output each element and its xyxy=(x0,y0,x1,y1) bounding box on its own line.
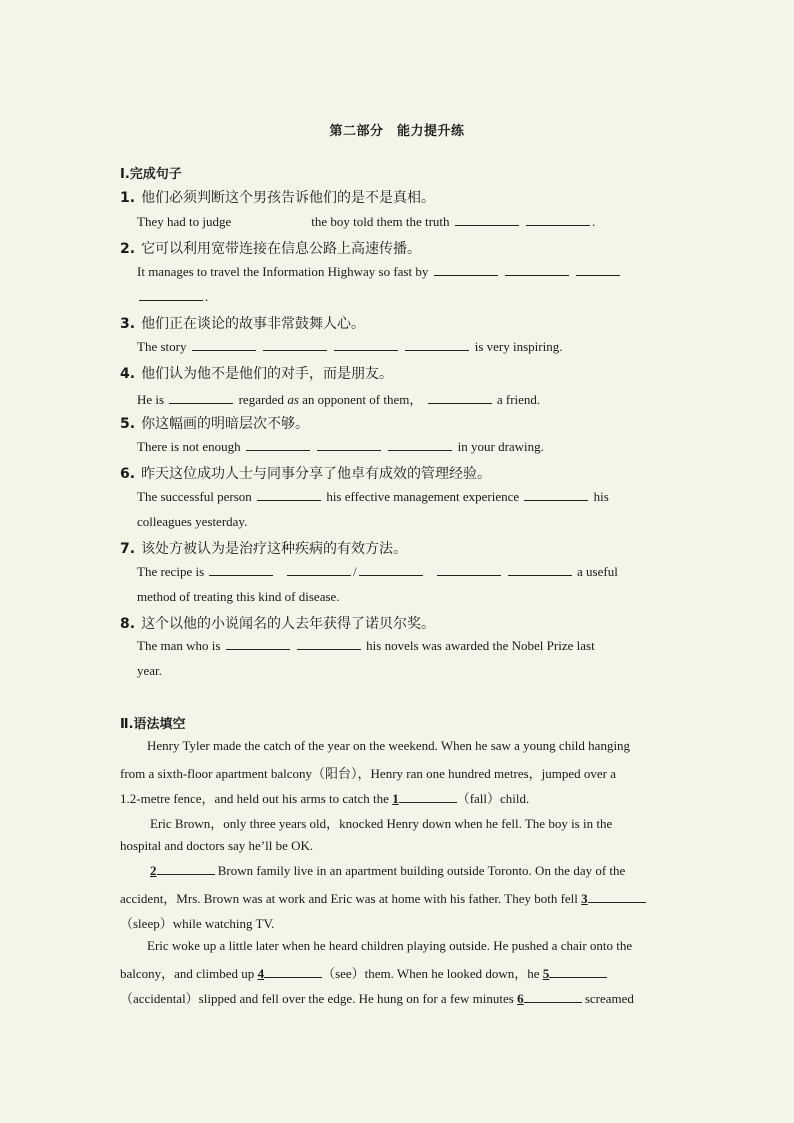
question-3-chinese: 3. 他们正在谈论的故事非常鼓舞人心。 xyxy=(120,316,366,332)
section-heading-sentence-completion: Ⅰ.完成句子 xyxy=(120,167,182,182)
answer-blank[interactable] xyxy=(192,339,256,351)
question-8-english: The man who is his novels was awarded the Nobel Prize last xyxy=(137,638,595,653)
passage-line: hospital and doctors say he’ll be OK. xyxy=(120,838,314,853)
blank-number: 1 xyxy=(392,791,399,806)
blank-number: 2 xyxy=(150,863,157,878)
question-4-english: He is regarded as an opponent of them， a friend. xyxy=(137,392,541,407)
answer-blank[interactable] xyxy=(264,966,322,978)
answer-blank[interactable] xyxy=(169,392,233,404)
answer-blank[interactable] xyxy=(209,564,273,576)
answer-blank[interactable] xyxy=(576,264,620,276)
section-heading-grammar-fill: Ⅱ.语法填空 xyxy=(120,717,186,732)
blank-number: 3 xyxy=(581,891,588,906)
question-2-chinese: 2. 它可以利用宽带连接在信息公路上高速传播。 xyxy=(120,241,422,257)
answer-blank[interactable] xyxy=(287,564,351,576)
answer-blank[interactable] xyxy=(388,439,452,451)
blank-number: 4 xyxy=(257,966,265,981)
answer-blank[interactable] xyxy=(226,638,290,650)
passage-line: balcony，and climbed up 4 （see）them. When he looked down，he 5 xyxy=(120,963,680,982)
answer-blank[interactable] xyxy=(139,289,203,301)
passage-line: （sleep）while watching TV. xyxy=(120,916,275,931)
passage-line: accident，Mrs. Brown was at work and Eric was at home with his father. They both fell 3 xyxy=(120,888,680,907)
answer-blank[interactable] xyxy=(455,214,519,226)
answer-blank[interactable] xyxy=(246,439,310,451)
answer-blank[interactable] xyxy=(524,489,588,501)
question-7-english-cont: method of treating this kind of disease. xyxy=(137,589,340,604)
answer-blank[interactable] xyxy=(263,339,327,351)
question-2-english-cont: . xyxy=(137,289,680,305)
question-1-english: They had to judge the boy told them the truth . xyxy=(137,214,596,229)
question-2-english: It manages to travel the Information Highway so fast by xyxy=(137,264,680,280)
answer-blank[interactable] xyxy=(399,791,457,803)
passage-line: （accidental）slipped and fell over the edge. He hung on for a few minutes 6 screamed xyxy=(120,991,634,1006)
question-1-chinese: 1. 他们必须判断这个男孩告诉他们的是不是真相。 xyxy=(120,190,436,206)
question-6-chinese: 6. 昨天这位成功人士与同事分享了他卓有成效的管理经验。 xyxy=(120,466,492,482)
answer-blank[interactable] xyxy=(297,638,361,650)
blank-number: 5 xyxy=(542,966,550,981)
answer-blank[interactable] xyxy=(526,214,590,226)
question-8-chinese: 8. 这个以他的小说闻名的人去年获得了诺贝尔奖。 xyxy=(120,616,436,632)
question-7-chinese: 7. 该处方被认为是治疗这种疾病的有效方法。 xyxy=(120,541,408,557)
answer-blank[interactable] xyxy=(437,564,501,576)
answer-blank[interactable] xyxy=(434,264,498,276)
question-7-english: The recipe is / a useful xyxy=(137,564,618,579)
passage-line: Henry Tyler made the catch of the year on the weekend. When he saw a young child hanging xyxy=(147,738,631,753)
passage-line: 1.2-metre fence，and held out his arms to catch the 1 （fall）child. xyxy=(120,791,530,806)
answer-blank[interactable] xyxy=(405,339,469,351)
answer-blank[interactable] xyxy=(524,991,582,1003)
answer-blank[interactable] xyxy=(428,392,492,404)
answer-blank[interactable] xyxy=(334,339,398,351)
answer-blank[interactable] xyxy=(317,439,381,451)
question-5-chinese: 5. 你这幅画的明暗层次不够。 xyxy=(120,416,310,432)
answer-blank[interactable] xyxy=(508,564,572,576)
answer-blank[interactable] xyxy=(157,863,215,875)
answer-blank[interactable] xyxy=(257,489,321,501)
page-title: 第二部分 能力提升练 xyxy=(329,124,465,139)
passage-line: from a sixth-floor apartment balcony（阳台），Henry ran one hundred metres，jumped over a xyxy=(120,766,617,781)
answer-blank[interactable] xyxy=(505,264,569,276)
question-4-chinese: 4. 他们认为他不是他们的对手，而是朋友。 xyxy=(120,366,394,382)
question-3-english: The story is very inspiring. xyxy=(137,339,563,354)
blank-number: 6 xyxy=(517,991,524,1006)
answer-blank[interactable] xyxy=(359,564,423,576)
question-5-english: There is not enough in your drawing. xyxy=(137,439,544,454)
passage-line: Eric woke up a little later when he heard children playing outside. He pushed a chair onto the xyxy=(147,938,633,953)
passage-line: 2 Brown family live in an apartment building outside Toronto. On the day of the xyxy=(150,863,626,878)
question-6-english-cont: colleagues yesterday. xyxy=(137,514,248,529)
question-6-english: The successful person his effective management experience his xyxy=(137,489,609,504)
passage-line: Eric Brown，only three years old，knocked Henry down when he fell. The boy is in the xyxy=(150,816,613,831)
answer-blank[interactable] xyxy=(549,966,607,978)
answer-blank[interactable] xyxy=(588,891,646,903)
question-8-english-cont: year. xyxy=(137,663,162,678)
